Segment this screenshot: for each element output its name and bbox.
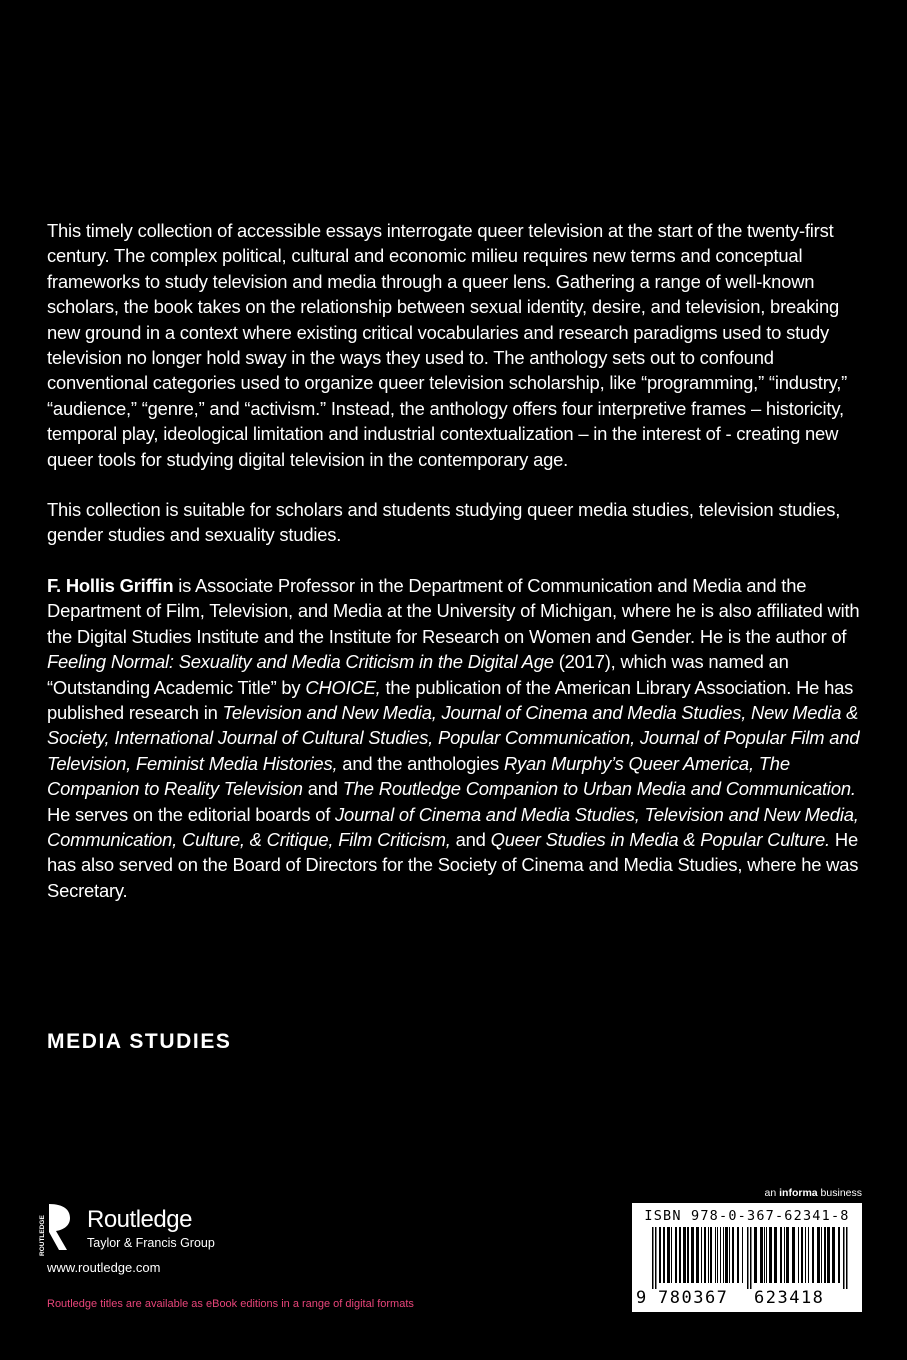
publisher-name: Routledge [87, 1206, 192, 1233]
blurb-paragraph-2: This collection is suitable for scholars and students studying queer media studies, television studies, gender studies and sexuality studies. [47, 499, 841, 546]
barcode-bar [754, 1227, 757, 1283]
barcode-bar [737, 1227, 739, 1283]
publisher-group: Taylor & Francis Group [87, 1236, 215, 1250]
barcode-bar [774, 1227, 777, 1283]
barcode-bar [667, 1227, 670, 1283]
barcode-bar [679, 1227, 681, 1283]
barcode-bar [720, 1227, 721, 1283]
barcode-bar [659, 1227, 661, 1283]
isbn-label: ISBN 978-0-367-62341-8 [644, 1208, 850, 1224]
barcode-bar [792, 1227, 795, 1283]
barcode-bar [838, 1227, 840, 1283]
barcode-bar [747, 1227, 749, 1289]
barcode-bar [683, 1227, 686, 1283]
informa-business-label: an informa business [764, 1187, 862, 1199]
logo-vertical-text: ROUTLEDGE [39, 1215, 46, 1256]
bio-italic: CHOICE, [305, 676, 381, 698]
barcode-bar [732, 1227, 734, 1283]
barcode-bar [691, 1227, 694, 1283]
barcode-bar [760, 1227, 763, 1283]
barcode-bar [827, 1227, 830, 1283]
barcode-bar [780, 1227, 782, 1283]
barcode-bar [652, 1227, 654, 1289]
bio-text: (2017), which was named an “Outstanding Academic Title” by [47, 651, 789, 698]
bio-text: and [450, 828, 491, 850]
barcode-group-1: 780367 [658, 1288, 729, 1308]
barcode-bar [821, 1227, 822, 1283]
bio-text: is Associate Professor in the Department of Communication and Media and the Department of Film, Television, and Media at the University of Michigan, where he is also affiliated with the Digital Studies Institute and the Institute for Research on Women and Gender. He is the author of [47, 574, 860, 647]
subject-category: MEDIA STUDIES [47, 1030, 232, 1053]
bio-text: and the anthologies [337, 752, 504, 774]
barcode-bar [798, 1227, 799, 1283]
bio-journal: Queer Studies in Media & Popular Culture. [490, 828, 830, 850]
barcode-bar [675, 1227, 677, 1283]
ebook-note: Routledge titles are available as eBook editions in a range of digital formats [47, 1298, 414, 1310]
barcode-bar [801, 1227, 803, 1283]
barcode-bar [786, 1227, 789, 1283]
author-name: F. Hollis Griffin [47, 574, 174, 596]
barcode-bar [843, 1227, 845, 1289]
barcode-bar [715, 1227, 716, 1283]
barcode-group-2: 623418 [754, 1288, 825, 1308]
bio-editorial-boards: Journal of Cinema and Media Studies, Television and New Media, Communication, Culture, & Critique, Film Criticism, [47, 803, 859, 850]
barcode-bar [805, 1227, 806, 1283]
barcode-bar [764, 1227, 765, 1283]
barcode-bar [717, 1227, 718, 1283]
barcode-bar [710, 1227, 712, 1283]
bio-text: and [302, 778, 343, 800]
barcode-bar [729, 1227, 730, 1283]
barcode-bar [808, 1227, 809, 1283]
routledge-logo [40, 1202, 240, 1262]
barcode-bar [671, 1227, 672, 1283]
barcode-bar [701, 1227, 702, 1283]
barcode-bar [824, 1227, 826, 1283]
barcode-bar [766, 1227, 767, 1283]
barcode-bar [817, 1227, 820, 1283]
barcode-bar [655, 1227, 657, 1289]
informa-brand: informa [779, 1187, 818, 1199]
back-cover-blurb [47, 218, 873, 903]
barcode-bar [812, 1227, 814, 1283]
barcode-bar [663, 1227, 665, 1283]
barcode-bar [687, 1227, 689, 1283]
barcode-bar [769, 1227, 772, 1283]
barcode-bar [750, 1227, 752, 1289]
isbn-barcode [632, 1203, 862, 1312]
barcode-bar [708, 1227, 709, 1283]
routledge-logo-icon [40, 1202, 74, 1258]
barcode-bar [832, 1227, 835, 1283]
bio-text: He has also served on the Board of Directors for the Society of Cinema and Media Studies, where he was Secretary. [47, 828, 859, 901]
bio-journals: Television and New Media, Journal of Cinema and Media Studies, New Media & Society, International Journal of Cultural Studies, Popular Communication, Journal of Popular Film and Television, Feminist Media Histories, [47, 701, 860, 774]
barcode-bar [784, 1227, 785, 1283]
barcode-bar [696, 1227, 699, 1283]
bio-text: the publication of the American Library Association. He has published research in [47, 676, 854, 723]
barcode-bars [650, 1227, 850, 1289]
publisher-website: www.routledge.com [47, 1260, 161, 1275]
barcode-bar [725, 1227, 728, 1283]
bio-anthology: The Routledge Companion to Urban Media and Communication. [342, 778, 856, 800]
barcode-bar [704, 1227, 706, 1283]
blurb-paragraph-1: This timely collection of accessible essays interrogate queer television at the start of the twenty-first century. The complex political, cultural and economic milieu requires new terms and conceptual frameworks to study television and media through a queer lens. Gathering a range of well-known scholars, the book takes on the relationship between sexual identity, desire, and television, breaking new ground in a context where existing critical vocabularies and research paradigms used to study television no longer hold sway in the ways they used to. The anthology sets out to confound conventional categories used to organize queer television scholarship, like “programming,” “industry,” “audience,” “genre,” and “activism.” Instead, the anthology offers four interpretive frames – historicity, temporal play, ideological limitation and industrial contextualization – in the interest of - creating new queer tools for studying digital television in the contemporary age. [47, 220, 848, 470]
barcode-bar [846, 1227, 848, 1289]
bio-anthologies: Ryan Murphy’s Queer America, The Companion to Reality Television [47, 752, 790, 800]
bio-text: He serves on the editorial boards of [47, 803, 336, 825]
bio-book-title: Feeling Normal: Sexuality and Media Criticism in the Digital Age [47, 651, 554, 673]
barcode-bar [742, 1227, 743, 1283]
barcode-bar [723, 1227, 724, 1283]
barcode-lead-digit: 9 [636, 1288, 647, 1308]
author-bio [47, 573, 873, 903]
